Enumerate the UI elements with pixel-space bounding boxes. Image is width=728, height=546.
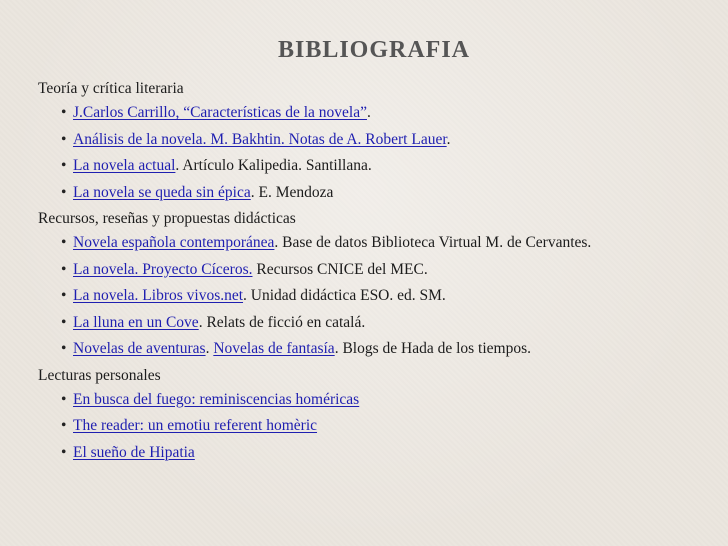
- bibliography-link[interactable]: Novelas de aventuras: [73, 340, 206, 357]
- bibliography-link-secondary[interactable]: Novelas de fantasía: [213, 340, 335, 357]
- list-item: [38, 257, 718, 284]
- item-list: [38, 100, 718, 206]
- bibliography-link[interactable]: Novela española contemporánea: [73, 234, 275, 251]
- list-item: [38, 230, 718, 257]
- bullet-icon: •: [61, 417, 67, 434]
- section-heading: Lecturas personales: [38, 366, 161, 384]
- bullet-icon: •: [61, 313, 67, 331]
- list-item: [38, 310, 718, 337]
- list-item: [38, 283, 718, 310]
- item-text: .: [205, 340, 214, 357]
- bullet-icon: •: [61, 183, 67, 201]
- bullet-icon: •: [61, 104, 67, 121]
- bullet-icon: •: [61, 287, 67, 304]
- item-text: .: [366, 104, 371, 121]
- bibliography-link[interactable]: La lluna en un Cove: [73, 313, 199, 331]
- item-text: .: [446, 130, 451, 148]
- bullet-icon: •: [61, 260, 67, 278]
- bibliography-link[interactable]: La novela. Libros vivos.net: [73, 287, 244, 304]
- section-heading: Teoría y crítica literaria: [38, 80, 184, 97]
- list-item: [38, 413, 718, 440]
- item-text: Recursos CNICE del MEC.: [252, 260, 428, 278]
- item-text: . Unidad didáctica ESO. ed. SM.: [243, 287, 446, 304]
- section-heading: Recursos, reseñas y propuestas didácticas: [38, 210, 296, 227]
- bibliography-link[interactable]: La novela. Proyecto Cíceros.: [73, 260, 253, 278]
- item-text: . E. Mendoza: [250, 183, 334, 201]
- bullet-icon: •: [61, 443, 67, 461]
- item-text: . Blogs de Hada de los tiempos.: [334, 340, 531, 357]
- list-item: [38, 387, 718, 414]
- bibliography-link[interactable]: The reader: un emotiu referent homèric: [73, 417, 318, 434]
- item-text: . Relats de ficció en catalá.: [198, 313, 366, 331]
- list-item: [38, 336, 718, 363]
- bibliography-link[interactable]: El sueño de Hipatia: [73, 443, 195, 461]
- bibliography-link[interactable]: J.Carlos Carrillo, “Características de la novela”: [73, 104, 367, 121]
- item-list: [38, 230, 718, 363]
- bibliography-link[interactable]: La novela se queda sin épica: [73, 183, 251, 201]
- section-lecturas: [38, 364, 718, 467]
- bullet-icon: •: [61, 340, 67, 357]
- bibliography-link[interactable]: Análisis de la novela. M. Bakhtin. Notas de A. Robert Lauer: [73, 130, 447, 148]
- bullet-icon: •: [61, 130, 67, 148]
- bullet-icon: •: [61, 234, 67, 251]
- section-recursos: [38, 207, 718, 363]
- list-item: [38, 100, 718, 127]
- bullet-icon: •: [61, 157, 67, 174]
- item-text: . Artículo Kalipedia. Santillana.: [175, 157, 372, 174]
- slide-title: BIBLIOGRAFIA: [277, 37, 471, 63]
- list-item: [38, 127, 718, 154]
- bibliography-link[interactable]: La novela actual: [73, 157, 176, 174]
- item-list: [38, 387, 718, 467]
- list-item: [38, 180, 718, 207]
- bibliography-content: [38, 77, 718, 467]
- item-text: . Base de datos Biblioteca Virtual M. de Cervantes.: [274, 234, 592, 251]
- section-teoria: [38, 77, 718, 206]
- list-item: [38, 440, 718, 467]
- bullet-icon: •: [61, 390, 67, 408]
- bibliography-link[interactable]: En busca del fuego: reminiscencias homéricas: [73, 390, 360, 408]
- list-item: [38, 153, 718, 180]
